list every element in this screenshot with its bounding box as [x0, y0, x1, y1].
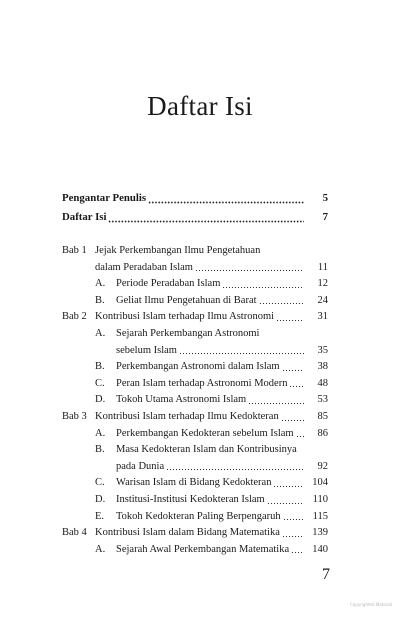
- toc-entry-title: Periode Peradaban Islam: [116, 278, 221, 290]
- section-letter: B.: [95, 294, 105, 306]
- toc-subsection-entry: [62, 359, 328, 376]
- toc-subsection-entry: [62, 392, 328, 409]
- toc-subsection-entry: [62, 442, 328, 459]
- toc-entry-title: Jejak Perkembangan Ilmu Pengetahuan: [95, 245, 261, 256]
- table-of-contents: [62, 189, 328, 558]
- dot-leader: [179, 345, 304, 355]
- page-number: 7: [322, 566, 330, 583]
- dot-leader: [281, 412, 304, 422]
- dot-leader: [282, 362, 304, 372]
- dot-leader: [276, 312, 304, 322]
- chapter-label: Bab 4: [62, 527, 87, 539]
- chapter-label: Bab 1: [62, 245, 87, 256]
- toc-page-number: 140: [312, 543, 328, 555]
- toc-continuation-line: [62, 459, 328, 476]
- toc-page-number: 104: [312, 477, 328, 489]
- dot-leader: [273, 478, 304, 488]
- toc-page-number: 115: [312, 510, 328, 522]
- dot-leader: [282, 528, 304, 538]
- section-letter: A.: [95, 327, 106, 339]
- section-letter: E.: [95, 510, 105, 522]
- dot-leader: [267, 495, 304, 505]
- toc-subsection-entry: [62, 376, 328, 393]
- toc-subsection-entry: [62, 326, 328, 343]
- toc-front-entry: [62, 208, 328, 227]
- toc-entry-title: Institusi-Institusi Kedokteran Islam: [116, 493, 265, 505]
- toc-entry-title: Tokoh Kedokteran Paling Berpengaruh: [116, 510, 281, 522]
- toc-page-number: 5: [322, 192, 328, 204]
- dot-leader: [248, 395, 304, 405]
- toc-entry-title: Masa Kedokteran Islam dan Kontribusinya: [116, 444, 297, 456]
- toc-chapter-entry: [62, 409, 328, 426]
- toc-entry-title: Pengantar Penulis: [62, 192, 147, 204]
- toc-continuation-line: [62, 260, 328, 277]
- chapter-label: Bab 2: [62, 311, 87, 323]
- dot-leader: [148, 194, 304, 204]
- toc-page-number: 86: [317, 427, 328, 439]
- section-letter: D.: [95, 394, 106, 406]
- toc-page-number: 110: [312, 493, 328, 505]
- toc-page-number: 53: [317, 394, 328, 406]
- toc-entry-title: Peran Islam terhadap Astronomi Modern: [116, 377, 288, 389]
- toc-subsection-entry: [62, 542, 328, 559]
- toc-page-number: 7: [322, 211, 328, 223]
- toc-subsection-entry: [62, 276, 328, 293]
- toc-page-number: 24: [317, 294, 328, 306]
- toc-entry-title: Perkembangan Astronomi dalam Islam: [116, 361, 280, 373]
- toc-entry-title: Daftar Isi: [62, 211, 107, 223]
- toc-entry-title: Perkembangan Kedokteran sebelum Islam: [116, 427, 294, 439]
- toc-page-number: 92: [317, 460, 328, 472]
- toc-chapter-entry: [62, 309, 328, 326]
- toc-page-number: 31: [317, 311, 328, 323]
- section-letter: A.: [95, 427, 106, 439]
- toc-entry-title: Kontribusi Islam dalam Bidang Matematika: [95, 527, 280, 539]
- section-letter: A.: [95, 278, 106, 290]
- front-matter-list: [62, 189, 328, 227]
- section-spacer: [62, 227, 328, 243]
- toc-entry-title: pada Dunia: [116, 460, 165, 472]
- toc-subsection-entry: [62, 426, 328, 443]
- toc-page-number: 85: [317, 410, 328, 422]
- toc-page-number: 139: [312, 527, 328, 539]
- dot-leader: [195, 262, 304, 272]
- toc-entry-title: Kontribusi Islam terhadap Ilmu Kedokteran: [95, 410, 279, 422]
- toc-entry-title: Geliat Ilmu Pengetahuan di Barat: [116, 294, 257, 306]
- toc-entry-title: Tokoh Utama Astronomi Islam: [116, 394, 247, 406]
- dot-leader: [291, 544, 304, 554]
- dot-leader: [222, 279, 304, 289]
- toc-subsection-entry: [62, 509, 328, 526]
- toc-entry-title: Kontribusi Islam terhadap Ilmu Astronomi: [95, 311, 275, 323]
- toc-entry-title: dalam Peradaban Islam: [95, 261, 193, 273]
- section-letter: B.: [95, 361, 105, 373]
- dot-leader: [289, 378, 304, 388]
- toc-subsection-entry: [62, 492, 328, 509]
- toc-subsection-entry: [62, 475, 328, 492]
- toc-chapter-entry: [62, 525, 328, 542]
- section-letter: C.: [95, 477, 105, 489]
- dot-leader: [108, 213, 304, 223]
- toc-entry-title: Warisan Islam di Bidang Kedokteran: [116, 477, 272, 489]
- toc-page-number: 35: [317, 344, 328, 356]
- toc-page-number: 48: [317, 377, 328, 389]
- chapter-list: [62, 243, 328, 558]
- section-letter: A.: [95, 543, 106, 555]
- chapter-label: Bab 3: [62, 410, 87, 422]
- toc-page-number: 11: [317, 261, 328, 273]
- copyright-watermark: Copyrighted Material: [350, 602, 393, 607]
- section-letter: D.: [95, 493, 106, 505]
- toc-entry-title: Sejarah Perkembangan Astronomi: [116, 327, 260, 339]
- toc-subsection-entry: [62, 293, 328, 310]
- toc-page-number: 12: [317, 278, 328, 290]
- dot-leader: [296, 428, 304, 438]
- toc-entry-title: Sejarah Awal Perkembangan Matematika: [116, 543, 290, 555]
- page-title: Daftar Isi: [147, 91, 253, 121]
- toc-chapter-entry: [62, 243, 328, 260]
- section-letter: C.: [95, 377, 105, 389]
- toc-entry-title: sebelum Islam: [116, 344, 177, 356]
- section-letter: B.: [95, 444, 105, 456]
- toc-page-number: 38: [317, 361, 328, 373]
- toc-continuation-line: [62, 343, 328, 360]
- toc-front-entry: [62, 189, 328, 208]
- dot-leader: [283, 511, 304, 521]
- dot-leader: [259, 295, 304, 305]
- dot-leader: [166, 461, 304, 471]
